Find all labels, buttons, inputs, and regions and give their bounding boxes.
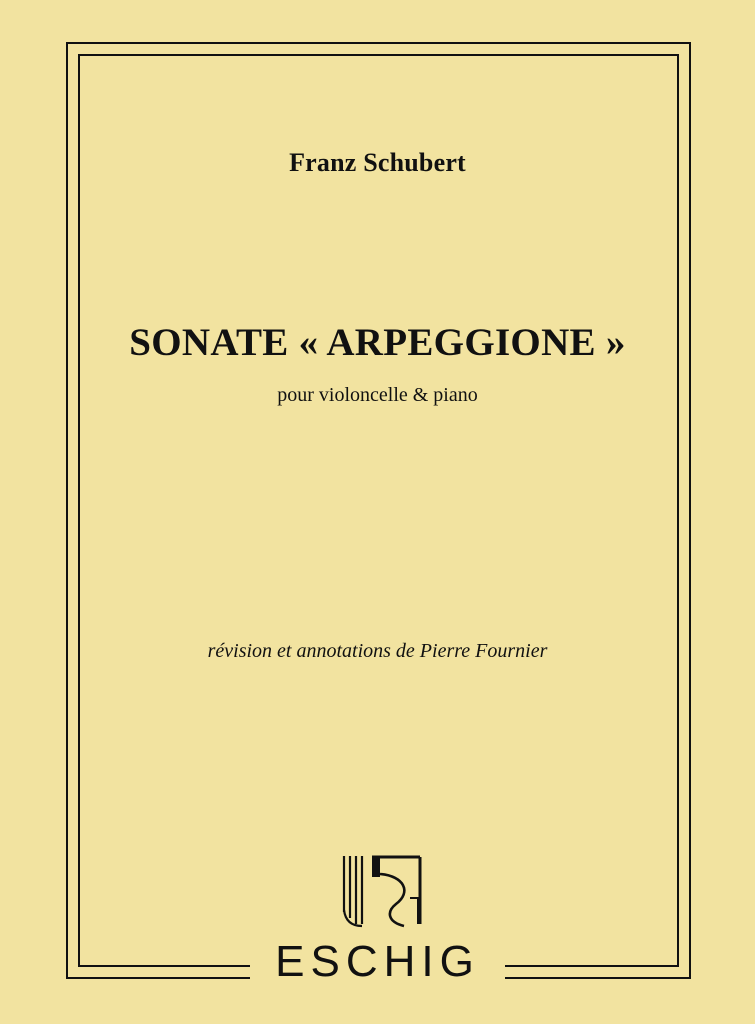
composer-name: Franz Schubert bbox=[289, 148, 466, 177]
eschig-harp-logo-icon bbox=[334, 852, 426, 934]
work-title: SONATE « ARPEGGIONE » bbox=[129, 321, 626, 364]
instrumentation: pour violoncelle & piano bbox=[277, 384, 478, 406]
publisher-name: ESCHIG bbox=[275, 937, 480, 986]
editor-note: révision et annotations de Pierre Fournier bbox=[207, 640, 548, 662]
inner-border bbox=[78, 54, 679, 967]
